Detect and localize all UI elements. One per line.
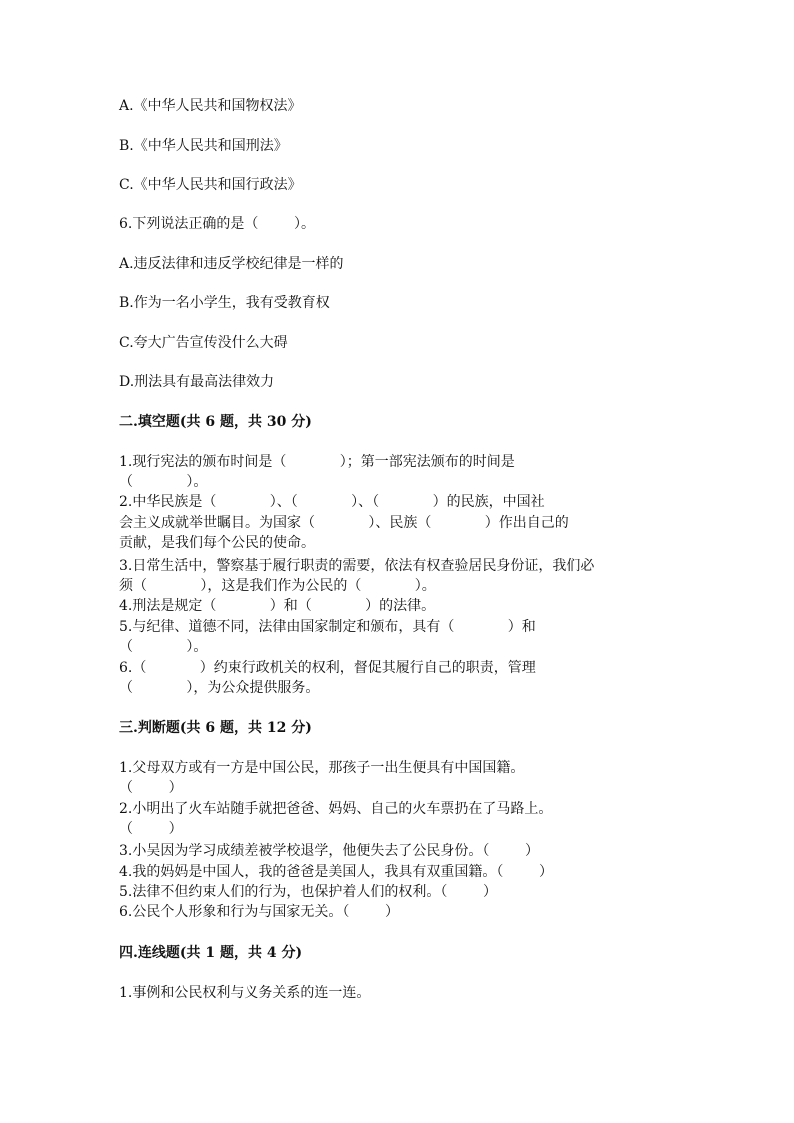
judge-line: 2.小明出了火车站随手就把爸爸、妈妈、自己的火车票扔在了马路上。 <box>119 801 553 817</box>
matching-question: 1.事例和公民权利与义务关系的连一连。 <box>119 985 371 1001</box>
q5-option-c: C.《中华人民共和国行政法》 <box>119 177 302 193</box>
q6-option-c: C.夸大广告宣传没什么大碍 <box>119 335 288 351</box>
judge-line: （ ） <box>119 821 183 837</box>
fill-line: 1.现行宪法的颁布时间是（ ）；第一部宪法颁布的时间是 <box>119 454 515 470</box>
q5-option-a: A.《中华人民共和国物权法》 <box>119 98 302 114</box>
fill-line: 5.与纪律、道德不同，法律由国家制定和颁布，具有（ ）和 <box>119 619 536 635</box>
q6-option-d: D.刑法具有最高法律效力 <box>119 374 275 390</box>
fill-line: 3.日常生活中，警察基于履行职责的需要，依法有权查验居民身份证，我们必 <box>119 558 595 574</box>
judge-line: 4.我的妈妈是中国人，我的爸爸是美国人，我具有双重国籍。（ ） <box>119 864 553 880</box>
q6-option-a: A.违反法律和违反学校纪律是一样的 <box>119 256 344 272</box>
fill-line: 4.刑法是规定（ ）和（ ）的法律。 <box>119 598 436 614</box>
fill-line: 会主义成就举世瞩目。为国家（ ）、民族（ ）作出自己的 <box>119 515 569 531</box>
section3-heading: 三.判断题(共 6 题，共 12 分) <box>119 720 312 736</box>
fill-line: （ ）。 <box>119 474 208 490</box>
fill-line: （ ），为公众提供服务。 <box>119 680 320 696</box>
judge-line: 6.公民个人形象和行为与国家无关。（ ） <box>119 904 399 920</box>
q5-option-b: B.《中华人民共和国刑法》 <box>119 138 288 154</box>
judge-line: （ ） <box>119 780 183 796</box>
fill-line: 2.中华民族是（ ）、（ ）、（ ）的民族，中国社 <box>119 494 545 510</box>
q6-stem: 6.下列说法正确的是（ ）。 <box>119 216 315 232</box>
section4-heading: 四.连线题(共 1 题，共 4 分) <box>119 945 303 961</box>
q6-option-b: B.作为一名小学生，我有受教育权 <box>119 295 330 311</box>
fill-line: 6.（ ）约束行政机关的权利，督促其履行自己的职责，管理 <box>119 660 536 676</box>
fill-line: 须（ ），这是我们作为公民的（ ）。 <box>119 578 436 594</box>
section2-heading: 二.填空题(共 6 题，共 30 分) <box>119 414 312 430</box>
judge-line: 5.法律不但约束人们的行为，也保护着人们的权利。（ ） <box>119 884 497 900</box>
judge-line: 3.小吴因为学习成绩差被学校退学，他便失去了公民身份。（ ） <box>119 843 539 859</box>
judge-line: 1.父母双方或有一方是中国公民，那孩子一出生便具有中国国籍。 <box>119 760 525 776</box>
fill-line: （ ）。 <box>119 639 208 655</box>
fill-line: 贡献，是我们每个公民的使命。 <box>119 535 315 551</box>
